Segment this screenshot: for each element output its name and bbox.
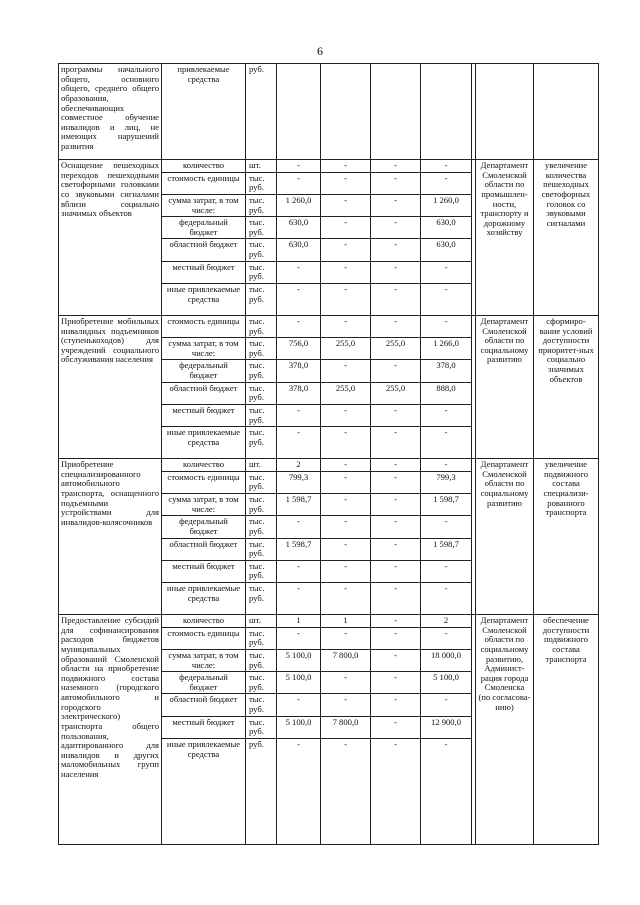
value-cell: - <box>277 315 321 337</box>
value-cell: - <box>371 217 421 239</box>
unit-cell: тыс. руб. <box>246 172 277 194</box>
unit-cell: тыс. руб. <box>246 194 277 216</box>
value-cell: - <box>321 694 371 716</box>
value-cell: - <box>321 315 371 337</box>
value-cell: - <box>321 261 371 283</box>
value-cell: - <box>277 560 321 582</box>
table-row <box>59 160 599 173</box>
total-cell: 630,0 <box>421 239 472 261</box>
total-cell: - <box>421 261 472 283</box>
unit-cell: шт. <box>246 459 277 472</box>
measure-name: Приобретение мобильных инвалидных подъемников (ступенькоходов) для учреждений социального обслуживания населения <box>59 315 162 458</box>
total-cell: - <box>421 627 472 649</box>
total-cell: - <box>421 694 472 716</box>
total-cell: 1 266,0 <box>421 338 472 360</box>
value-cell: 5 100,0 <box>277 716 321 738</box>
total-cell: 5 100,0 <box>421 672 472 694</box>
total-cell: 12 900,0 <box>421 716 472 738</box>
value-cell: - <box>321 427 371 459</box>
value-cell: - <box>371 404 421 426</box>
unit-cell: шт. <box>246 160 277 173</box>
value-cell: - <box>277 694 321 716</box>
value-cell: 378,0 <box>277 382 321 404</box>
unit-cell: шт. <box>246 615 277 628</box>
value-cell: - <box>321 404 371 426</box>
total-cell: - <box>421 738 472 844</box>
value-cell <box>277 64 321 160</box>
value-cell: 5 100,0 <box>277 672 321 694</box>
indicator-cell: местный бюджет <box>162 261 246 283</box>
unit-cell: тыс. руб. <box>246 283 277 315</box>
value-cell: 630,0 <box>277 217 321 239</box>
value-cell: - <box>371 694 421 716</box>
total-cell: - <box>421 583 472 615</box>
result-cell <box>534 64 599 160</box>
total-cell: - <box>421 315 472 337</box>
total-cell: 2 <box>421 615 472 628</box>
unit-cell: тыс. руб. <box>246 627 277 649</box>
value-cell: 756,0 <box>277 338 321 360</box>
value-cell: 2 <box>277 459 321 472</box>
value-cell: - <box>371 194 421 216</box>
result-cell: увеличение количества пешеходных светофорных головок со звуковыми сигналами <box>534 160 599 316</box>
unit-cell: руб. <box>246 64 277 160</box>
total-cell: 888,0 <box>421 382 472 404</box>
value-cell: 255,0 <box>371 382 421 404</box>
indicator-cell: стоимость единицы <box>162 315 246 337</box>
total-cell: 378,0 <box>421 360 472 382</box>
value-cell: 7 800,0 <box>321 649 371 671</box>
indicator-cell: областной бюджет <box>162 239 246 261</box>
unit-cell: руб. <box>246 738 277 844</box>
value-cell: 630,0 <box>277 239 321 261</box>
total-cell <box>421 64 472 160</box>
indicator-cell: федеральный бюджет <box>162 672 246 694</box>
indicator-cell: федеральный бюджет <box>162 516 246 538</box>
value-cell: - <box>277 627 321 649</box>
indicator-cell: количество <box>162 615 246 628</box>
indicator-cell: федеральный бюджет <box>162 360 246 382</box>
total-cell: - <box>421 404 472 426</box>
value-cell: - <box>371 583 421 615</box>
unit-cell: тыс. руб. <box>246 672 277 694</box>
value-cell: - <box>321 560 371 582</box>
responsible-cell: Департамент Смоленской области по промышлен-ности, транспорту и дорожному хозяйству <box>476 160 534 316</box>
responsible-cell: Департамент Смоленской области по социальному развитию <box>476 459 534 615</box>
indicator-cell: сумма затрат, в том числе: <box>162 194 246 216</box>
value-cell: - <box>321 194 371 216</box>
value-cell: 1 598,7 <box>277 538 321 560</box>
total-cell: 630,0 <box>421 217 472 239</box>
total-cell: 1 598,7 <box>421 494 472 516</box>
value-cell: - <box>321 672 371 694</box>
value-cell: - <box>321 583 371 615</box>
value-cell: - <box>371 538 421 560</box>
total-cell: - <box>421 516 472 538</box>
value-cell: - <box>277 427 321 459</box>
unit-cell: тыс. руб. <box>246 217 277 239</box>
value-cell: - <box>321 172 371 194</box>
value-cell: - <box>371 283 421 315</box>
value-cell: 1 <box>277 615 321 628</box>
value-cell: - <box>371 738 421 844</box>
value-cell: - <box>321 738 371 844</box>
indicator-cell: федеральный бюджет <box>162 217 246 239</box>
unit-cell: тыс. руб. <box>246 694 277 716</box>
value-cell: 255,0 <box>371 338 421 360</box>
unit-cell: тыс. руб. <box>246 516 277 538</box>
result-cell: увеличение подвижного состава специализи-рованного транспорта <box>534 459 599 615</box>
value-cell: - <box>371 494 421 516</box>
indicator-cell: сумма затрат, в том числе: <box>162 494 246 516</box>
value-cell: - <box>321 627 371 649</box>
value-cell: - <box>321 283 371 315</box>
value-cell: 7 800,0 <box>321 716 371 738</box>
value-cell: - <box>277 261 321 283</box>
value-cell: - <box>277 738 321 844</box>
unit-cell: тыс. руб. <box>246 315 277 337</box>
total-cell: 18 000,0 <box>421 649 472 671</box>
total-cell: - <box>421 283 472 315</box>
value-cell: - <box>321 239 371 261</box>
unit-cell: тыс. руб. <box>246 471 277 493</box>
value-cell: - <box>371 649 421 671</box>
responsible-cell: Департамент Смоленской области по социальному развитию <box>476 315 534 458</box>
indicator-cell: стоимость единицы <box>162 172 246 194</box>
value-cell: - <box>371 716 421 738</box>
value-cell <box>371 64 421 160</box>
total-cell: - <box>421 172 472 194</box>
value-cell: - <box>371 560 421 582</box>
value-cell: 378,0 <box>277 360 321 382</box>
value-cell: 1 260,0 <box>277 194 321 216</box>
table-row <box>59 315 599 337</box>
indicator-cell: иные привлекаемые средства <box>162 738 246 844</box>
indicator-cell: количество <box>162 459 246 472</box>
unit-cell: тыс. руб. <box>246 239 277 261</box>
value-cell: - <box>371 315 421 337</box>
value-cell: - <box>371 239 421 261</box>
indicator-cell: местный бюджет <box>162 560 246 582</box>
indicator-cell: сумма затрат, в том числе: <box>162 649 246 671</box>
value-cell: - <box>277 160 321 173</box>
value-cell: - <box>371 172 421 194</box>
value-cell: - <box>277 283 321 315</box>
unit-cell: тыс. руб. <box>246 382 277 404</box>
table-body <box>59 64 599 845</box>
indicator-cell: сумма затрат, в том числе: <box>162 338 246 360</box>
unit-cell: тыс. руб. <box>246 404 277 426</box>
value-cell: - <box>277 404 321 426</box>
measure-name: Оснащение пешеходных переходов пешеходными светофорными головками со звуковыми сигналами вблизи социально значимых объектов <box>59 160 162 316</box>
value-cell: 799,3 <box>277 471 321 493</box>
value-cell: - <box>321 160 371 173</box>
unit-cell: тыс. руб. <box>246 538 277 560</box>
unit-cell: тыс. руб. <box>246 494 277 516</box>
total-cell: - <box>421 160 472 173</box>
indicator-cell: стоимость единицы <box>162 471 246 493</box>
unit-cell: тыс. руб. <box>246 360 277 382</box>
total-cell: 1 598,7 <box>421 538 472 560</box>
unit-cell: тыс. руб. <box>246 427 277 459</box>
value-cell: 5 100,0 <box>277 649 321 671</box>
value-cell: 255,0 <box>321 338 371 360</box>
value-cell <box>321 64 371 160</box>
indicator-cell: иные привлекаемые средства <box>162 583 246 615</box>
value-cell: - <box>371 471 421 493</box>
indicator-cell: иные привлекаемые средства <box>162 427 246 459</box>
value-cell: 255,0 <box>321 382 371 404</box>
total-cell: 799,3 <box>421 471 472 493</box>
value-cell: - <box>371 672 421 694</box>
value-cell: - <box>277 172 321 194</box>
value-cell: - <box>321 459 371 472</box>
indicator-cell: количество <box>162 160 246 173</box>
indicator-cell: местный бюджет <box>162 716 246 738</box>
indicator-cell: областной бюджет <box>162 382 246 404</box>
total-cell: - <box>421 560 472 582</box>
indicator-cell: местный бюджет <box>162 404 246 426</box>
result-cell: сформиро-вание условий доступности приоритет-ных социально значимых объектов <box>534 315 599 458</box>
result-cell: обеспечение доступности подвижного состава транспорта <box>534 615 599 845</box>
value-cell: 1 <box>321 615 371 628</box>
table-row <box>59 615 599 628</box>
value-cell: 1 598,7 <box>277 494 321 516</box>
page-number: 6 <box>317 44 323 58</box>
unit-cell: тыс. руб. <box>246 583 277 615</box>
unit-cell: тыс. руб. <box>246 649 277 671</box>
indicator-cell: иные привлекаемые средства <box>162 283 246 315</box>
indicator-cell: областной бюджет <box>162 694 246 716</box>
indicator-cell: привлекаемые средства <box>162 64 246 160</box>
value-cell: - <box>371 160 421 173</box>
value-cell: - <box>371 627 421 649</box>
total-cell: - <box>421 459 472 472</box>
responsible-cell <box>476 64 534 160</box>
unit-cell: тыс. руб. <box>246 560 277 582</box>
unit-cell: тыс. руб. <box>246 261 277 283</box>
value-cell: - <box>371 459 421 472</box>
value-cell: - <box>371 261 421 283</box>
measure-name: Приобретение специализированного автомобильного транспорта, оснащенного подъемными устройствами для инвалидов-колясочников <box>59 459 162 615</box>
measure-name: Предоставление субсидий для софинансирования расходов бюджетов муниципальных образований Смоленской области на приобретение подвижного состава наземного (городского автомобильного и городского электрического) транспорта общего пользования, адаптированного для инвалидов и других маломобильных групп населения <box>59 615 162 845</box>
unit-cell: тыс. руб. <box>246 338 277 360</box>
program-table <box>58 63 599 845</box>
value-cell: - <box>321 360 371 382</box>
value-cell: - <box>321 538 371 560</box>
unit-cell: тыс. руб. <box>246 716 277 738</box>
total-cell: 1 260,0 <box>421 194 472 216</box>
value-cell: - <box>371 615 421 628</box>
value-cell: - <box>321 516 371 538</box>
table-row <box>59 459 599 472</box>
value-cell: - <box>371 427 421 459</box>
value-cell: - <box>321 471 371 493</box>
value-cell: - <box>371 516 421 538</box>
value-cell: - <box>321 494 371 516</box>
value-cell: - <box>371 360 421 382</box>
indicator-cell: областной бюджет <box>162 538 246 560</box>
indicator-cell: стоимость единицы <box>162 627 246 649</box>
value-cell: - <box>277 516 321 538</box>
value-cell: - <box>321 217 371 239</box>
total-cell: - <box>421 427 472 459</box>
value-cell: - <box>277 583 321 615</box>
responsible-cell: Департамент Смоленской области по социальному развитию, Админист-рация города Смоленска (по согласова-нию) <box>476 615 534 845</box>
measure-name: программы начального общего, основного общего, среднего общего образования, обеспечивающих совместное обучение инвалидов и лиц, не имеющих нарушений развития <box>59 64 162 160</box>
table-row <box>59 64 599 160</box>
